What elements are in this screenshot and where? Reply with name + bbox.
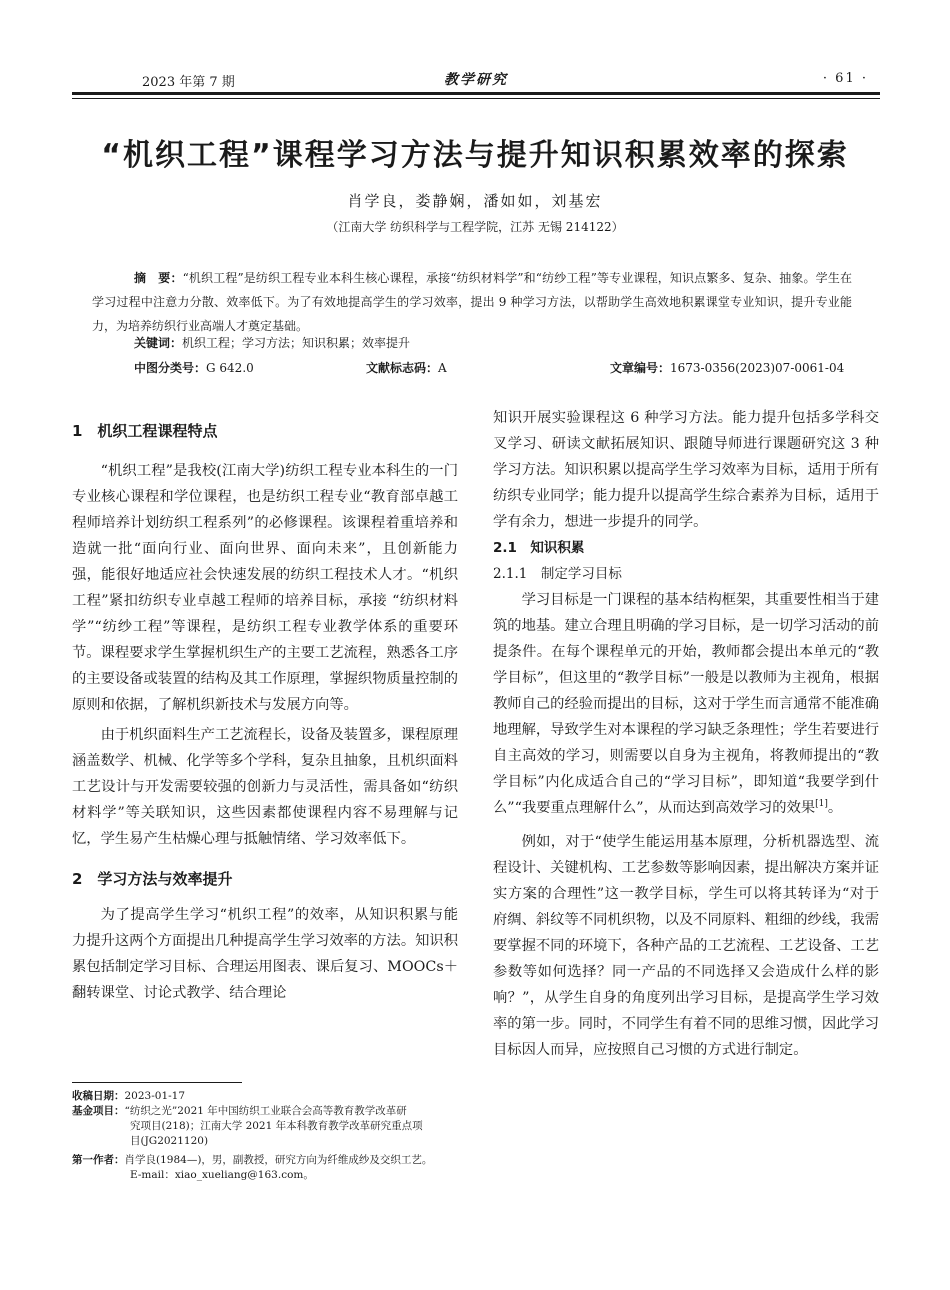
citation: [1] xyxy=(815,799,828,810)
section-2-1-heading: 2.1 知识积累 xyxy=(493,540,585,556)
author-list: 肖学良，娄静娴，潘如如，刘基宏 xyxy=(347,192,603,210)
footnote-fund xyxy=(72,1104,472,1149)
paragraph-end: 。 xyxy=(827,800,843,816)
paragraph-text: 学习目标是一门课程的基本结构框架，其重要性相当于建筑的地基。建立合理且明确的学习目标，是一切学习活动的前提条件。在每个课程单元的开始，教师都会提出本单元的“教学目标”，但这里的“教学目标”一般是以教师为主视角，根据教师自己的经验而提出的目标，这对于学生而言通常不能准确地理解，导致学生对本课程的学习缺乏条理性；学生若要进行自主高效的学习，则需要以自身为主视角，将教师提出的“教学目标”内化成适合自己的“学习目标”，即知道“我要学到什么”“我要重点理解什么”，从而达到高效学习的效果 xyxy=(493,592,880,816)
clc-value: G 642.0 xyxy=(206,361,254,375)
journal-name: 教学研究 xyxy=(444,72,508,88)
author-label: 第一作者： xyxy=(72,1154,125,1166)
fund-label: 基金项目： xyxy=(72,1105,125,1117)
section-1-heading: 1 机织工程课程特点 xyxy=(72,422,218,440)
section-2-heading: 2 学习方法与效率提升 xyxy=(72,870,233,888)
issue-label: 2023 年第 7 期 xyxy=(142,75,235,90)
abstract-label: 摘 要： xyxy=(134,271,183,285)
fund-line: 目(JG2021120) xyxy=(130,1135,209,1147)
footnote-rule xyxy=(72,1082,242,1083)
article-no-label: 文章编号： xyxy=(610,361,671,375)
paragraph: 例如，对于“使学生能运用基本原理，分析机器选型、流程设计、关键机构、工艺参数等影响因素，提出解决方案并证实方案的合理性”这一教学目标，学生可以将其转译为“对于府绸、斜纹等不同机织物，以及不同原料、粗细的纱线，我需要掌握不同的环境下，各种产品的工艺流程、工艺设备、工艺参数等如何选择？同一产品的不同选择又会造成什么样的影响？”，从学生自身的角度列出学习目标，是提高学生学习效率的第一步。同时，不同学生有着不同的思维习惯，因此学习目标因人而异，应按照自己习惯的方式进行制定。 xyxy=(493,834,880,1058)
page-number: · 61 · xyxy=(822,71,868,86)
paragraph: 由于机织面料生产工艺流程长，设备及装置多，课程原理涵盖数学、机械、化学等多个学科，复杂且抽象，且机织面料工艺设计与开发需要较强的创新力与灵活性，需具备如“纺织材料学”等关联知识，这些因素都使课程内容不易理解与记忆，学生易产生枯燥心理与抵触情绪、学习效率低下。 xyxy=(72,727,459,847)
keywords xyxy=(134,334,410,351)
paragraph: “机织工程”是我校(江南大学)纺织工程专业本科生的一门专业核心课程和学位课程，也是纺织工程专业“教育部卓越工程师培养计划纺织工程系列”的必修课程。该课程着重培养和造就一批“面向行业、面向世界、面向未来”，且创新能力强，能很好地适应社会快速发展的纺织工程技术人才。“机织工程”紧扣纺织专业卓越工程师的培养目标，承接 “纺织材料学”“纺纱工程”等课程，是纺织工程专业教学体系的重要环节。课程要求学生掌握机织生产的主要工艺流程，熟悉各工序的主要设备或装置的结构及其工作原理，掌握织物质量控制的原则和依据，了解机织新技术与发展方向等。 xyxy=(72,463,459,713)
header-rule-thin xyxy=(72,98,880,99)
fund-line: 究项目(218)；江南大学 2021 年本科教育教学改革研究重点项 xyxy=(130,1120,423,1132)
footnote-received xyxy=(72,1089,472,1104)
paragraph: 为了提高学生学习“机织工程”的效率，从知识积累与能力提升这两个方面提出几种提高学生学习效率的方法。知识积累包括制定学习目标、合理运用图表、课后复习、MOOCs＋翻转课堂、讨论式教学、结合理论 xyxy=(72,907,459,1001)
author-line: 肖学良(1984—)，男，副教授，研究方向为纤维成纱及交织工艺。 xyxy=(124,1154,433,1166)
abstract xyxy=(92,266,852,338)
clc-label: 中图分类号： xyxy=(134,361,207,375)
running-header xyxy=(72,68,880,92)
article-title: “机织工程”课程学习方法与提升知识积累效率的探索 xyxy=(101,138,849,173)
right-column xyxy=(493,405,879,1063)
fund-line: “纺织之光”2021 年中国纺织工业联合会高等教育教学改革研 xyxy=(124,1105,407,1117)
keywords-label: 关键词： xyxy=(134,336,183,350)
article-number xyxy=(610,359,844,376)
doc-code-value: A xyxy=(438,361,447,375)
header-rule-thick xyxy=(72,92,880,95)
doc-code-label: 文献标志码： xyxy=(366,361,439,375)
author-email: E-mail：xiao_xueliang@163.com。 xyxy=(130,1169,314,1181)
abstract-text: “机织工程”是纺织工程专业本科生核心课程，承接“纺织材料学”和“纺纱工程”等专业课程，知识点繁多、复杂、抽象。学生在学习过程中注意力分散、效率低下。为了有效地提高学生的学习效率，提出 9 种学习方法，以帮助学生高效地积累课堂专业知识，提升专业能力，为培养纺织行业高端人才奠定基础。 xyxy=(92,271,852,333)
clc-number xyxy=(134,359,254,376)
article-no-value: 1673-0356(2023)07-0061-04 xyxy=(670,361,845,375)
received-date: 2023-01-17 xyxy=(124,1090,186,1102)
footnote-author xyxy=(72,1153,472,1183)
affiliation: （江南大学 纺织科学与工程学院，江苏 无锡 214122） xyxy=(326,220,624,234)
keywords-text: 机织工程；学习方法；知识积累；效率提升 xyxy=(182,336,411,350)
paragraph xyxy=(493,587,879,821)
section-2-1-1-heading: 2.1.1 制定学习目标 xyxy=(493,566,622,582)
document-code xyxy=(366,359,447,376)
received-label: 收稿日期： xyxy=(72,1090,125,1102)
paragraph: 知识开展实验课程这 6 种学习方法。能力提升包括多学科交叉学习、研读文献拓展知识、跟随导师进行课题研究这 3 种学习方法。知识积累以提高学生学习效率为目标，适用于所有纺织专业同学；能力提升以提高学生综合素养为目标，适用于学有余力，想进一步提升的同学。 xyxy=(493,410,880,530)
left-column xyxy=(72,418,458,1006)
